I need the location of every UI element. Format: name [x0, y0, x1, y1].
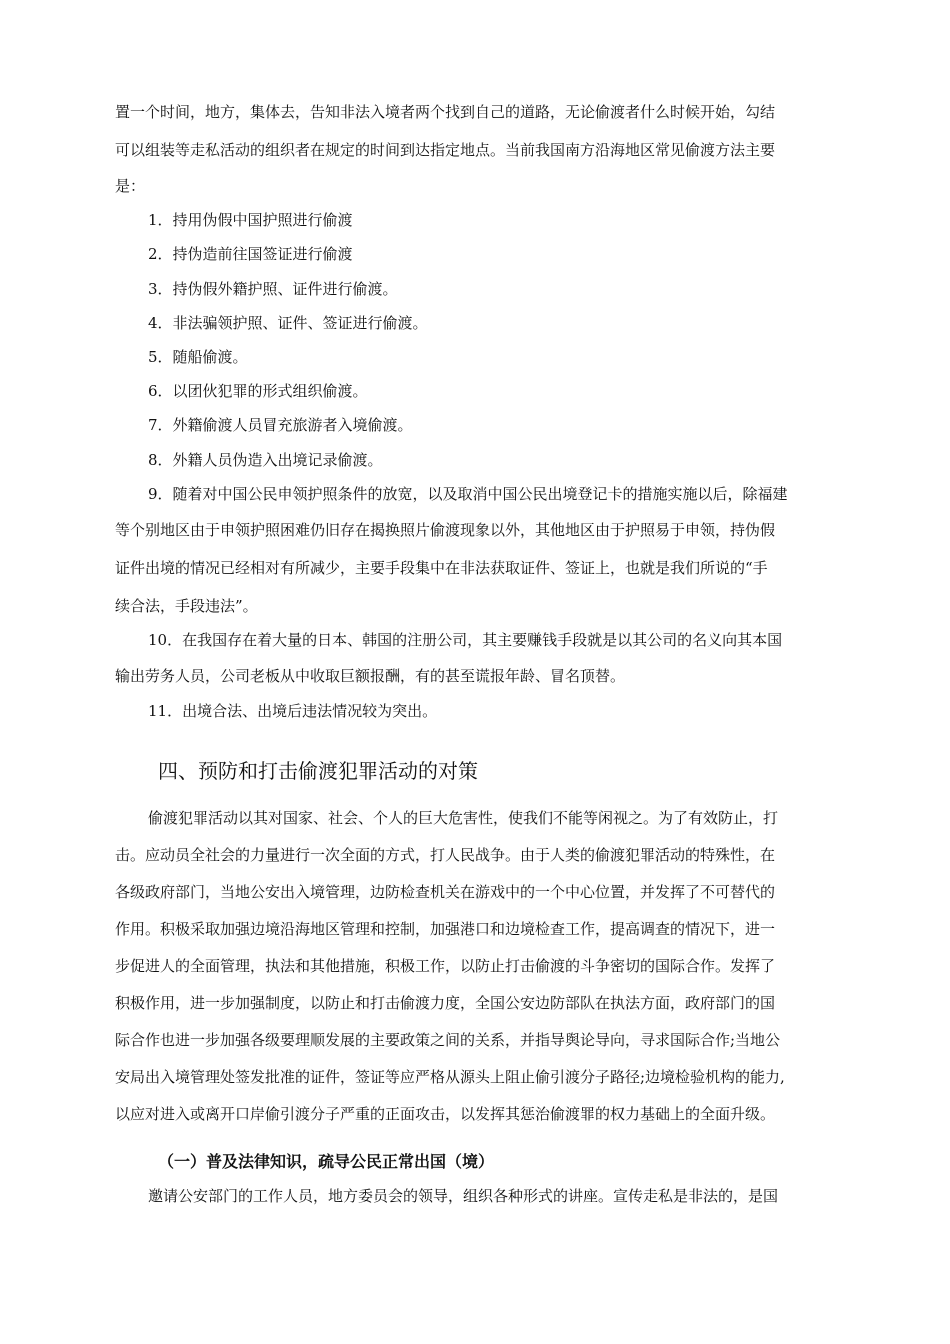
list-item: 9．随着对中国公民申领护照条件的放宽，以及取消中国公民出境登记卡的措施实施以后，除福建 [148, 485, 788, 503]
body-text-line: 步促进人的全面管理，执法和其他措施，积极工作，以防止打击偷渡的斗争密切的国际合作。发挥了 [115, 957, 776, 975]
body-text-line: 是： [115, 177, 146, 195]
body-text-line: 证件出境的情况已经相对有所减少，主要手段集中在非法获取证件、签证上，也就是我们所说的“手 [115, 559, 768, 577]
body-text-line: 各级政府部门，当地公安出入境管理，边防检查机关在游戏中的一个中心位置，并发挥了不可替代的 [115, 883, 776, 901]
list-item: 1．持用伪假中国护照进行偷渡 [148, 211, 353, 229]
list-item: 7．外籍偷渡人员冒充旅游者入境偷渡。 [148, 416, 413, 434]
body-text-line: 输出劳务人员，公司老板从中收取巨额报酬，有的甚至谎报年龄、冒名顶替。 [115, 667, 626, 685]
body-text-line: 积极作用，进一步加强制度，以防止和打击偷渡力度，全国公安边防部队在执法方面，政府部门的国 [115, 994, 776, 1012]
body-text-line: 续合法，手段违法”。 [115, 597, 258, 615]
body-text-line: 等个别地区由于申领护照困难仍旧存在揭换照片偷渡现象以外，其他地区由于护照易于申领，持伪假 [115, 521, 776, 539]
list-item: 2．持伪造前往国签证进行偷渡 [148, 245, 353, 263]
body-text-line: 偷渡犯罪活动以其对国家、社会、个人的巨大危害性，使我们不能等闲视之。为了有效防止，打 [148, 809, 779, 827]
body-text-line: 作用。积极采取加强边境沿海地区管理和控制，加强港口和边境检查工作，提高调查的情况下，进一 [115, 920, 776, 938]
body-text-line: 际合作也进一步加强各级要理顺发展的主要政策之间的关系，并指导舆论导向，寻求国际合作;当地公 [115, 1031, 781, 1049]
list-item: 6．以团伙犯罪的形式组织偷渡。 [148, 382, 368, 400]
list-item: 11．出境合法、出境后违法情况较为突出。 [148, 702, 438, 720]
list-item: 4．非法骗领护照、证件、签证进行偷渡。 [148, 314, 428, 332]
body-text-line: 置一个时间，地方，集体去，告知非法入境者两个找到自己的道路，无论偷渡者什么时候开始，勾结 [115, 103, 776, 121]
list-item: 5．随船偷渡。 [148, 348, 248, 366]
list-item: 8．外籍人员伪造入出境记录偷渡。 [148, 451, 383, 469]
body-text-line: 击。应动员全社会的力量进行一次全面的方式，打人民战争。由于人类的偷渡犯罪活动的特殊性，在 [115, 846, 776, 864]
body-text-line: 邀请公安部门的工作人员，地方委员会的领导，组织各种形式的讲座。宣传走私是非法的，是国 [148, 1187, 779, 1205]
list-item: 3．持伪假外籍护照、证件进行偷渡。 [148, 280, 398, 298]
list-item: 10．在我国存在着大量的日本、韩国的注册公司，其主要赚钱手段就是以其公司的名义向其本国 [148, 631, 783, 649]
body-text-line: 以应对进入或离开口岸偷引渡分子严重的正面攻击，以发挥其惩治偷渡罪的权力基础上的全面升级。 [115, 1105, 776, 1123]
section-heading: 四、预防和打击偷渡犯罪活动的对策 [158, 759, 478, 783]
body-text-line: 安局出入境管理处签发批准的证件，签证等应严格从源头上阻止偷引渡分子路径;边境检验机构的能力, [115, 1068, 785, 1086]
body-text-line: 可以组装等走私活动的组织者在规定的时间到达指定地点。当前我国南方沿海地区常见偷渡方法主要 [115, 141, 776, 159]
subsection-heading: （一）普及法律知识，疏导公民正常出国（境） [158, 1152, 495, 1171]
